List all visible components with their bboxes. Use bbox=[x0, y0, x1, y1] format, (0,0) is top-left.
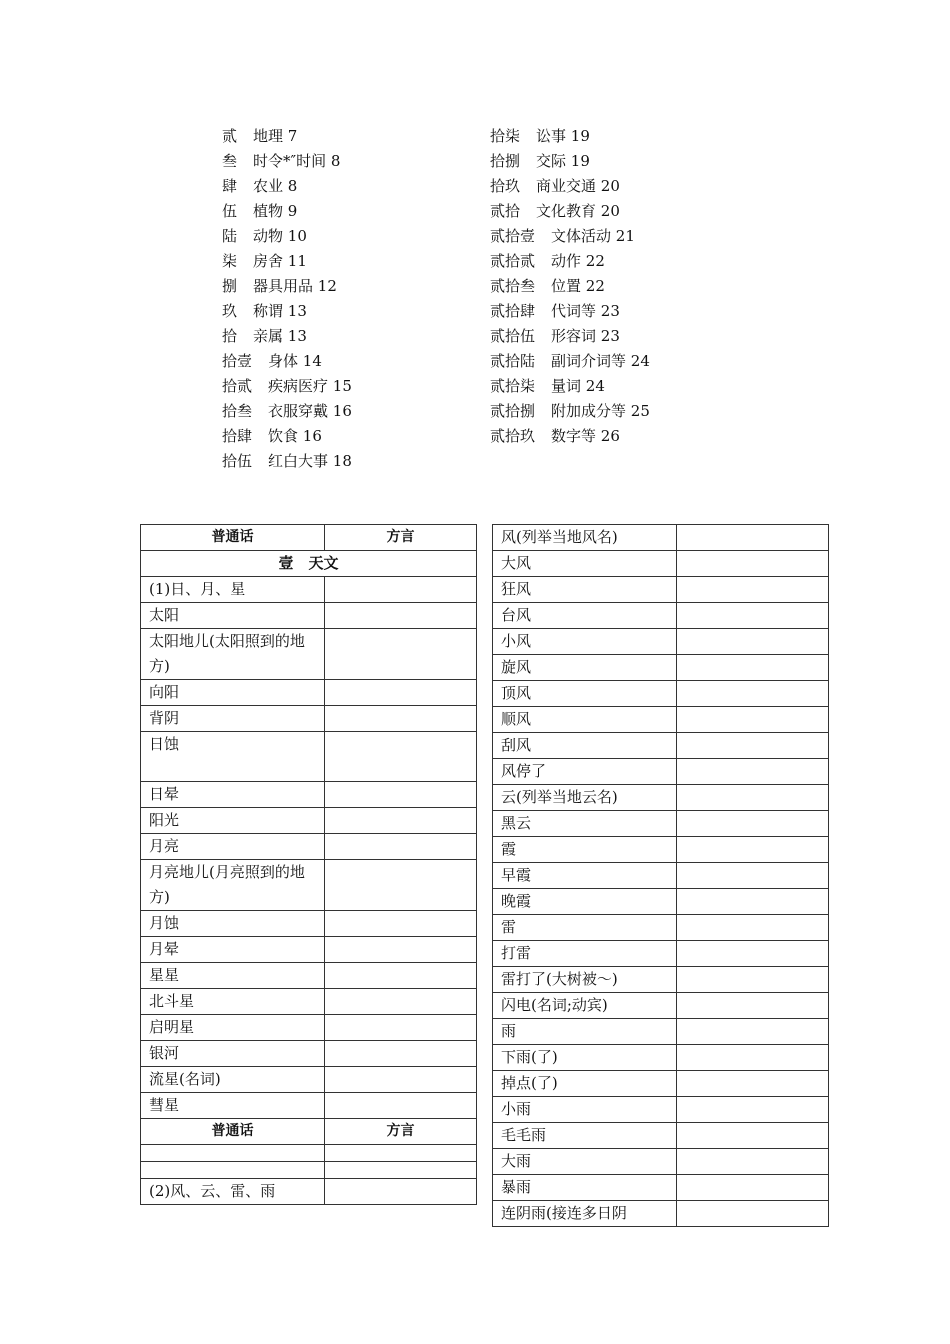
toc-label: 植物 9 bbox=[253, 202, 298, 220]
mandarin-cell: 风停了 bbox=[493, 759, 677, 785]
toc-entry bbox=[222, 149, 352, 174]
toc-entry bbox=[222, 424, 352, 449]
dialect-cell[interactable] bbox=[325, 808, 477, 834]
table-row bbox=[493, 811, 829, 837]
toc-entry bbox=[490, 124, 650, 149]
dialect-cell[interactable] bbox=[677, 785, 829, 811]
toc-label: 疾病医疗 15 bbox=[268, 377, 352, 395]
dialect-cell[interactable] bbox=[325, 1067, 477, 1093]
toc-entry bbox=[490, 299, 650, 324]
mandarin-cell: 日晕 bbox=[141, 782, 325, 808]
table-row bbox=[493, 1019, 829, 1045]
mandarin-cell: 下雨(了) bbox=[493, 1045, 677, 1071]
toc-label: 位置 22 bbox=[551, 277, 605, 295]
table-row bbox=[493, 733, 829, 759]
dialect-cell[interactable] bbox=[677, 629, 829, 655]
dialect-cell[interactable] bbox=[325, 937, 477, 963]
toc-number: 伍 bbox=[222, 202, 238, 220]
toc-entry bbox=[222, 199, 352, 224]
table-row bbox=[493, 525, 829, 551]
dialect-cell[interactable] bbox=[677, 759, 829, 785]
header-dialect: 方言 bbox=[325, 525, 477, 551]
toc-entry bbox=[490, 174, 650, 199]
mandarin-cell: 月亮 bbox=[141, 834, 325, 860]
mandarin-cell: 雷打了(大树被～) bbox=[493, 967, 677, 993]
dialect-cell[interactable] bbox=[677, 811, 829, 837]
header-mandarin: 普通话 bbox=[141, 1119, 325, 1145]
toc-label: 饮食 16 bbox=[268, 427, 322, 445]
dialect-cell[interactable] bbox=[325, 732, 477, 782]
mandarin-cell: 月晕 bbox=[141, 937, 325, 963]
mandarin-cell: 台风 bbox=[493, 603, 677, 629]
toc-label: 交际 19 bbox=[536, 152, 590, 170]
toc-number: 贰拾壹 bbox=[490, 227, 536, 245]
mandarin-cell: 太阳 bbox=[141, 603, 325, 629]
toc-number: 贰 bbox=[222, 127, 238, 145]
mandarin-cell: 背阴 bbox=[141, 706, 325, 732]
mandarin-cell: 风(列举当地风名) bbox=[493, 525, 677, 551]
toc-entry bbox=[490, 149, 650, 174]
toc-label: 附加成分等 25 bbox=[551, 402, 650, 420]
mandarin-cell: 顶风 bbox=[493, 681, 677, 707]
dialect-cell[interactable] bbox=[677, 941, 829, 967]
table-row bbox=[493, 1045, 829, 1071]
toc-label: 副词介词等 24 bbox=[551, 352, 650, 370]
toc-entry bbox=[490, 399, 650, 424]
table-row bbox=[493, 759, 829, 785]
toc-number: 贰拾柒 bbox=[490, 377, 536, 395]
dialect-cell[interactable] bbox=[677, 1175, 829, 1201]
table-row bbox=[493, 1175, 829, 1201]
toc-entry bbox=[490, 324, 650, 349]
table-row bbox=[141, 1093, 477, 1119]
dialect-cell[interactable] bbox=[325, 782, 477, 808]
table-row bbox=[141, 834, 477, 860]
mandarin-cell: 流星(名词) bbox=[141, 1067, 325, 1093]
mandarin-cell: 银河 bbox=[141, 1041, 325, 1067]
toc-entry bbox=[222, 374, 352, 399]
dialect-cell[interactable] bbox=[677, 577, 829, 603]
mandarin-cell: 闪电(名词;动宾) bbox=[493, 993, 677, 1019]
table-row bbox=[141, 1162, 477, 1179]
mandarin-cell: 刮风 bbox=[493, 733, 677, 759]
dialect-cell[interactable] bbox=[677, 707, 829, 733]
mandarin-cell: 小雨 bbox=[493, 1097, 677, 1123]
mandarin-cell: 雷 bbox=[493, 915, 677, 941]
table-row bbox=[493, 967, 829, 993]
toc-number: 肆 bbox=[222, 177, 238, 195]
table-row bbox=[493, 1123, 829, 1149]
dialect-cell[interactable] bbox=[677, 551, 829, 577]
table-row bbox=[493, 603, 829, 629]
toc-entry bbox=[490, 374, 650, 399]
toc-number: 贰拾玖 bbox=[490, 427, 536, 445]
toc-number: 陆 bbox=[222, 227, 238, 245]
toc-label: 农业 8 bbox=[253, 177, 298, 195]
table-header-row bbox=[141, 1119, 477, 1145]
toc-entry bbox=[222, 124, 352, 149]
toc-number: 贰拾贰 bbox=[490, 252, 536, 270]
toc-entry bbox=[222, 349, 352, 374]
mandarin-cell: 阳光 bbox=[141, 808, 325, 834]
dialect-cell[interactable] bbox=[325, 603, 477, 629]
toc-left-column bbox=[222, 124, 352, 474]
mandarin-cell: 彗星 bbox=[141, 1093, 325, 1119]
mandarin-cell: 云(列举当地云名) bbox=[493, 785, 677, 811]
toc-number: 贰拾捌 bbox=[490, 402, 536, 420]
toc-entry bbox=[490, 424, 650, 449]
toc-label: 文体活动 21 bbox=[551, 227, 635, 245]
dialect-cell[interactable] bbox=[677, 733, 829, 759]
toc-label: 身体 14 bbox=[268, 352, 322, 370]
toc-number: 拾捌 bbox=[490, 152, 521, 170]
toc-label: 讼事 19 bbox=[536, 127, 590, 145]
dialect-cell[interactable] bbox=[677, 837, 829, 863]
dialect-cell[interactable] bbox=[325, 1041, 477, 1067]
mandarin-cell: 掉点(了) bbox=[493, 1071, 677, 1097]
toc-label: 称谓 13 bbox=[253, 302, 307, 320]
mandarin-cell: 连阴雨(接连多日阴 bbox=[493, 1201, 677, 1227]
mandarin-cell: 黑云 bbox=[493, 811, 677, 837]
toc-entry bbox=[222, 174, 352, 199]
table-row bbox=[141, 860, 477, 911]
toc-number: 拾玖 bbox=[490, 177, 521, 195]
table-row bbox=[493, 863, 829, 889]
toc-label: 形容词 23 bbox=[551, 327, 620, 345]
toc-number: 贰拾 bbox=[490, 202, 521, 220]
toc-entry bbox=[490, 224, 650, 249]
toc-entry bbox=[222, 224, 352, 249]
toc-label: 量词 24 bbox=[551, 377, 605, 395]
mandarin-cell: 太阳地儿(太阳照到的地方) bbox=[141, 629, 325, 680]
mandarin-cell: 星星 bbox=[141, 963, 325, 989]
dialect-cell[interactable] bbox=[325, 577, 477, 603]
table-row bbox=[141, 1179, 477, 1205]
toc-label: 商业交通 20 bbox=[536, 177, 620, 195]
table-row bbox=[141, 989, 477, 1015]
toc-number: 柒 bbox=[222, 252, 238, 270]
table-row bbox=[493, 1201, 829, 1227]
mandarin-cell: 月蚀 bbox=[141, 911, 325, 937]
toc-entry bbox=[490, 349, 650, 374]
dialect-cell[interactable] bbox=[325, 629, 477, 680]
mandarin-cell: 日蚀 bbox=[141, 732, 325, 782]
section-row bbox=[141, 551, 477, 577]
toc-entry bbox=[490, 274, 650, 299]
table-row bbox=[493, 707, 829, 733]
vocab-table-right bbox=[492, 524, 829, 1227]
dialect-cell[interactable] bbox=[325, 1162, 477, 1179]
dialect-cell[interactable] bbox=[677, 525, 829, 551]
toc-right-column bbox=[490, 124, 650, 449]
table-row bbox=[493, 1071, 829, 1097]
table-row bbox=[141, 680, 477, 706]
toc-label: 动物 10 bbox=[253, 227, 307, 245]
dialect-cell[interactable] bbox=[677, 1149, 829, 1175]
table-row bbox=[493, 785, 829, 811]
mandarin-cell: 大雨 bbox=[493, 1149, 677, 1175]
table-row bbox=[141, 808, 477, 834]
toc-number: 贰拾陆 bbox=[490, 352, 536, 370]
table-row bbox=[141, 732, 477, 782]
table-row bbox=[493, 629, 829, 655]
table-row bbox=[493, 837, 829, 863]
toc-label: 器具用品 12 bbox=[253, 277, 337, 295]
toc-entry bbox=[222, 249, 352, 274]
mandarin-cell: 毛毛雨 bbox=[493, 1123, 677, 1149]
toc-entry bbox=[490, 249, 650, 274]
table-row bbox=[493, 681, 829, 707]
mandarin-cell: 顺风 bbox=[493, 707, 677, 733]
toc-number: 拾贰 bbox=[222, 377, 253, 395]
mandarin-cell: 大风 bbox=[493, 551, 677, 577]
toc-entry bbox=[222, 324, 352, 349]
dialect-cell[interactable] bbox=[677, 993, 829, 1019]
dialect-cell[interactable] bbox=[325, 1015, 477, 1041]
mandarin-cell bbox=[141, 1162, 325, 1179]
mandarin-cell: 旋风 bbox=[493, 655, 677, 681]
header-dialect: 方言 bbox=[325, 1119, 477, 1145]
table-row bbox=[493, 915, 829, 941]
toc-label: 亲属 13 bbox=[253, 327, 307, 345]
dialect-cell[interactable] bbox=[677, 889, 829, 915]
dialect-cell[interactable] bbox=[325, 1179, 477, 1205]
table-row bbox=[141, 1015, 477, 1041]
toc-number: 拾柒 bbox=[490, 127, 521, 145]
toc-label: 地理 7 bbox=[253, 127, 298, 145]
toc-label: 红白大事 18 bbox=[268, 452, 352, 470]
table-row bbox=[141, 603, 477, 629]
table-row bbox=[141, 706, 477, 732]
toc-number: 拾肆 bbox=[222, 427, 253, 445]
table-row bbox=[141, 629, 477, 680]
table-row bbox=[493, 551, 829, 577]
table-row bbox=[141, 782, 477, 808]
toc-number: 拾伍 bbox=[222, 452, 253, 470]
dialect-cell[interactable] bbox=[677, 1071, 829, 1097]
toc-label: 房舍 11 bbox=[253, 252, 307, 270]
toc-number: 拾壹 bbox=[222, 352, 253, 370]
mandarin-cell: (1)日、月、星 bbox=[141, 577, 325, 603]
dialect-cell[interactable] bbox=[325, 680, 477, 706]
dialect-cell[interactable] bbox=[325, 1145, 477, 1162]
mandarin-cell: 雨 bbox=[493, 1019, 677, 1045]
toc-label: 动作 22 bbox=[551, 252, 605, 270]
header-mandarin: 普通话 bbox=[141, 525, 325, 551]
toc-number: 捌 bbox=[222, 277, 238, 295]
dialect-cell[interactable] bbox=[325, 989, 477, 1015]
table-header-row bbox=[141, 525, 477, 551]
dialect-cell[interactable] bbox=[677, 1045, 829, 1071]
toc-entry bbox=[222, 449, 352, 474]
dialect-cell[interactable] bbox=[677, 1123, 829, 1149]
toc-label: 时令*″时间 8 bbox=[253, 152, 341, 170]
mandarin-cell: 打雷 bbox=[493, 941, 677, 967]
mandarin-cell: 小风 bbox=[493, 629, 677, 655]
table-row bbox=[141, 911, 477, 937]
toc-number: 拾 bbox=[222, 327, 238, 345]
dialect-cell[interactable] bbox=[325, 860, 477, 911]
table-row bbox=[493, 993, 829, 1019]
toc-number: 玖 bbox=[222, 302, 238, 320]
dialect-cell[interactable] bbox=[677, 603, 829, 629]
table-row bbox=[141, 577, 477, 603]
mandarin-cell: 月亮地儿(月亮照到的地方) bbox=[141, 860, 325, 911]
dialect-cell[interactable] bbox=[677, 1019, 829, 1045]
toc-entry bbox=[222, 399, 352, 424]
table-row bbox=[493, 655, 829, 681]
toc-label: 代词等 23 bbox=[551, 302, 620, 320]
toc-label: 数字等 26 bbox=[551, 427, 620, 445]
toc-label: 文化教育 20 bbox=[536, 202, 620, 220]
mandarin-cell: 早霞 bbox=[493, 863, 677, 889]
dialect-cell[interactable] bbox=[677, 863, 829, 889]
vocab-table-left bbox=[140, 524, 477, 1205]
mandarin-cell: (2)风、云、雷、雨 bbox=[141, 1179, 325, 1205]
toc-number: 叁 bbox=[222, 152, 238, 170]
table-row bbox=[141, 963, 477, 989]
table-row bbox=[493, 577, 829, 603]
toc-number: 拾叁 bbox=[222, 402, 253, 420]
mandarin-cell: 霞 bbox=[493, 837, 677, 863]
table-row bbox=[141, 937, 477, 963]
mandarin-cell: 狂风 bbox=[493, 577, 677, 603]
toc-number: 贰拾肆 bbox=[490, 302, 536, 320]
toc-entry bbox=[490, 199, 650, 224]
dialect-cell[interactable] bbox=[325, 1093, 477, 1119]
toc-entry bbox=[222, 274, 352, 299]
mandarin-cell: 向阳 bbox=[141, 680, 325, 706]
toc-entry bbox=[222, 299, 352, 324]
dialect-cell[interactable] bbox=[325, 706, 477, 732]
dialect-cell[interactable] bbox=[677, 1097, 829, 1123]
dialect-cell[interactable] bbox=[325, 911, 477, 937]
mandarin-cell: 启明星 bbox=[141, 1015, 325, 1041]
table-row bbox=[493, 1097, 829, 1123]
dialect-cell[interactable] bbox=[325, 963, 477, 989]
toc-number: 贰拾叁 bbox=[490, 277, 536, 295]
dialect-cell[interactable] bbox=[677, 967, 829, 993]
dialect-cell[interactable] bbox=[677, 655, 829, 681]
section-title: 壹 天文 bbox=[141, 551, 477, 577]
mandarin-cell: 晚霞 bbox=[493, 889, 677, 915]
toc-label: 衣服穿戴 16 bbox=[268, 402, 352, 420]
dialect-cell[interactable] bbox=[325, 834, 477, 860]
dialect-cell[interactable] bbox=[677, 915, 829, 941]
table-row bbox=[141, 1067, 477, 1093]
table-row bbox=[493, 889, 829, 915]
mandarin-cell: 暴雨 bbox=[493, 1175, 677, 1201]
dialect-cell[interactable] bbox=[677, 1201, 829, 1227]
table-row bbox=[493, 941, 829, 967]
table-row bbox=[141, 1041, 477, 1067]
dialect-cell[interactable] bbox=[677, 681, 829, 707]
mandarin-cell bbox=[141, 1145, 325, 1162]
mandarin-cell: 北斗星 bbox=[141, 989, 325, 1015]
toc-number: 贰拾伍 bbox=[490, 327, 536, 345]
table-row bbox=[141, 1145, 477, 1162]
table-row bbox=[493, 1149, 829, 1175]
